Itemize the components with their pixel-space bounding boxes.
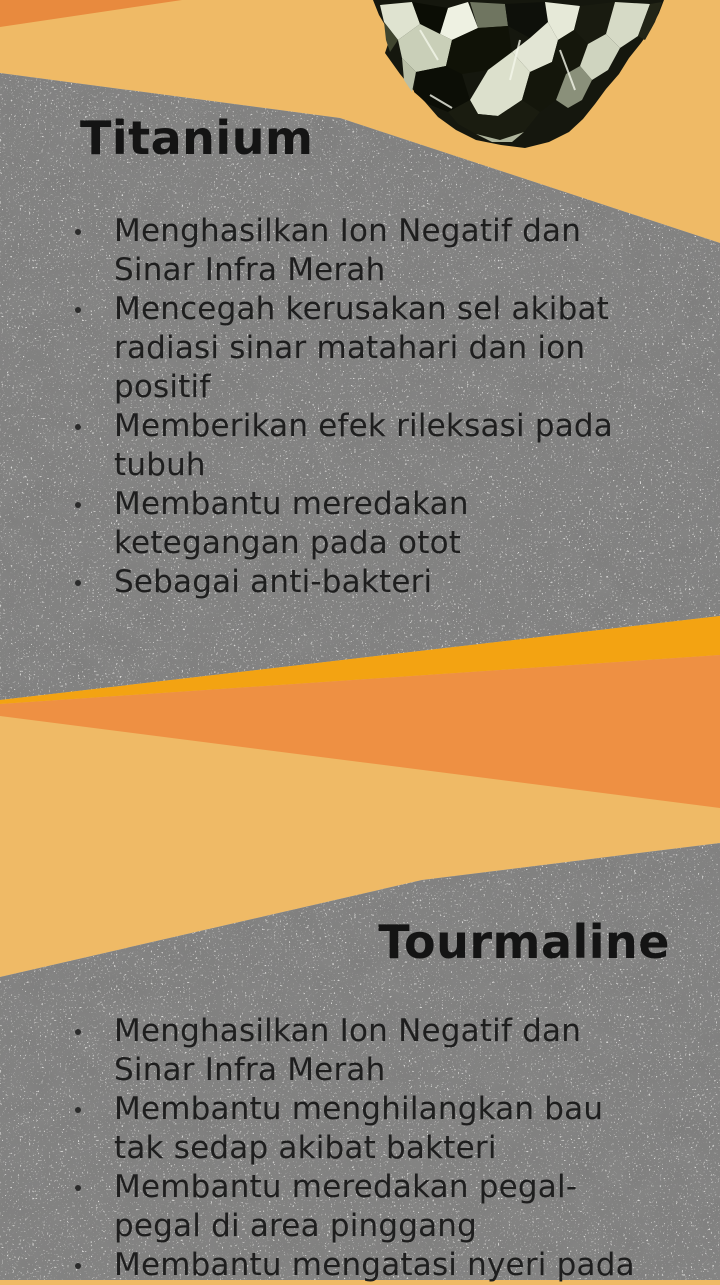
- benefit-text: Mencegah kerusakan sel akibat radiasi sinar matahari dan ion positif: [114, 291, 610, 405]
- list-item: [72, 290, 638, 407]
- list-item: [72, 1168, 638, 1246]
- bullet-icon: [75, 229, 81, 235]
- bullet-icon: [75, 1263, 81, 1269]
- benefit-text: Membantu mengatasi nyeri pada: [114, 1247, 635, 1283]
- list-item: [72, 485, 638, 563]
- list-item: [72, 1246, 638, 1285]
- benefit-text: Membantu meredakan pegal-pegal di area pinggang: [114, 1169, 578, 1244]
- list-item: [72, 212, 638, 290]
- tourmaline-benefits-list: [72, 1012, 638, 1285]
- bullet-icon: [75, 1185, 81, 1191]
- benefit-text: Menghasilkan Ion Negatif dan Sinar Infra Merah: [114, 1013, 582, 1088]
- benefit-text: Menghasilkan Ion Negatif dan Sinar Infra Merah: [114, 213, 582, 288]
- bullet-icon: [75, 307, 81, 313]
- titanium-section-title: Titanium: [80, 111, 314, 165]
- tourmaline-section-title: Tourmaline: [378, 915, 670, 969]
- list-item: [72, 1090, 638, 1168]
- benefit-text: Membantu meredakan ketegangan pada otot: [114, 486, 469, 561]
- benefit-text: Sebagai anti-bakteri: [114, 564, 433, 600]
- bullet-icon: [75, 502, 81, 508]
- bullet-icon: [75, 1029, 81, 1035]
- bullet-icon: [75, 580, 81, 586]
- bullet-icon: [75, 424, 81, 430]
- bullet-icon: [75, 1107, 81, 1113]
- titanium-benefits-list: [72, 212, 638, 602]
- list-item: [72, 407, 638, 485]
- benefit-text: Membantu menghilangkan bau tak sedap akibat bakteri: [114, 1091, 604, 1166]
- list-item: [72, 1012, 638, 1090]
- benefit-text: Memberikan efek rileksasi pada tubuh: [114, 408, 614, 483]
- list-item: [72, 563, 638, 602]
